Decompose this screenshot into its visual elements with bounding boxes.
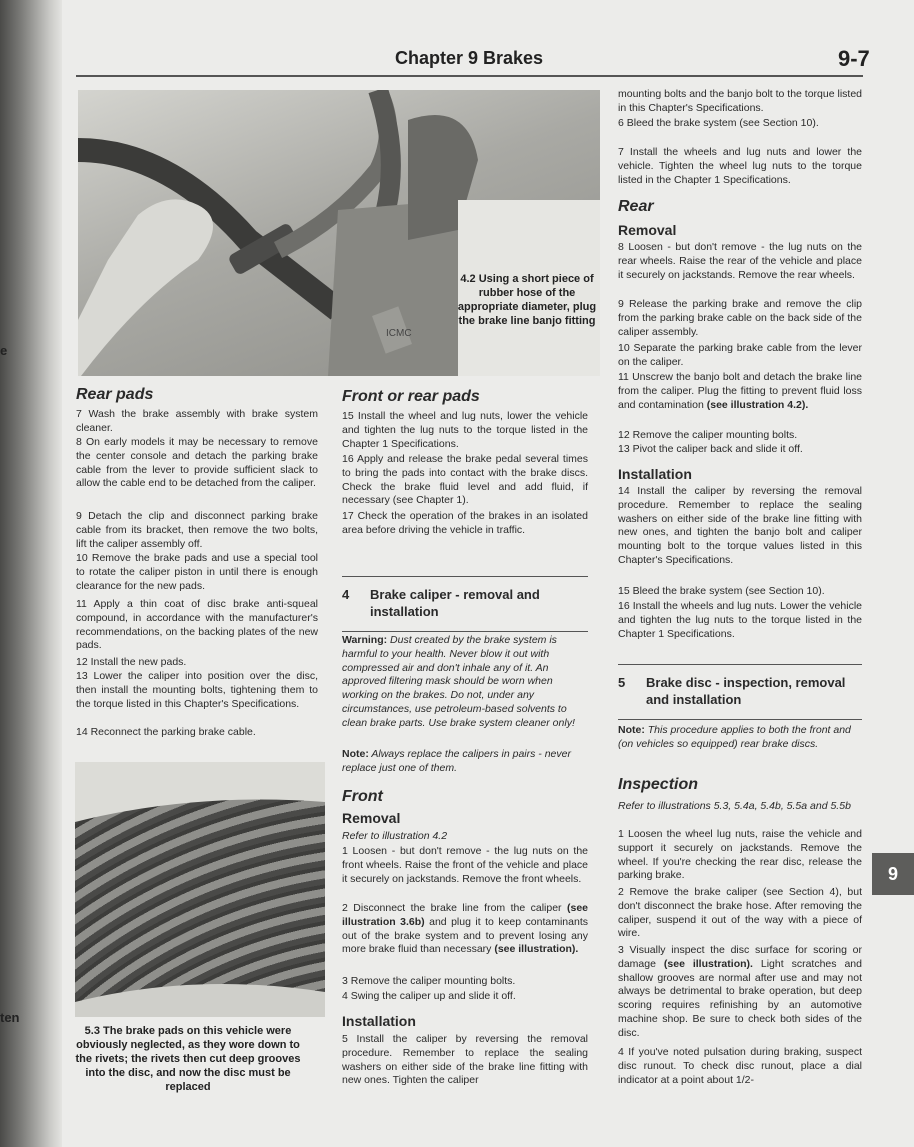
rear-step-12: 12 Remove the caliper mounting bolts.	[618, 429, 798, 441]
step-17: 17 Check the operation of the brakes in an isolated area before driving the vehicle in traffic.	[342, 510, 588, 536]
warning-text: Dust created by the brake system is harmful to your health. Never blow it out with compressed air and don't inhale any of it. An approved filtering mask should be worn when working on the brakes. Do not, under any circumstances, use petroleum-based solvents to clean brake parts. Use brake system cleaner only!	[342, 634, 575, 729]
rear-step-13: 13 Pivot the caliper back and slide it off.	[618, 443, 803, 455]
section-5-number: 5	[618, 675, 626, 690]
step-6: 6 Bleed the brake system (see Section 10).	[618, 117, 819, 129]
front-step-2-text-cont: and plug it to keep contaminants out of the brake system and to prevent losing any more brake fluid than necessary	[342, 915, 588, 956]
note-label: Note:	[618, 724, 645, 736]
inspection-step-2: 2 Remove the brake caliper (see Section 4), but don't disconnect the brake hose. After removing the caliper, suspend it out of the way with a piece of wire.	[618, 886, 862, 940]
front-step-1: 1 Loosen - but don't remove - the lug nuts on the front wheels. Raise the front of the vehicle and place it securely on jackstands. Remove the front wheels.	[342, 845, 588, 885]
note-text: Always replace the calipers in pairs - never replace just one of them.	[342, 748, 571, 774]
section-5-header	[618, 664, 862, 720]
front-step-4: 4 Swing the caliper up and slide it off.	[342, 990, 516, 1002]
note-calipers	[342, 748, 588, 776]
inspection-step-1: 1 Loosen the wheel lug nuts, raise the vehicle and support it securely on jackstands. Remove the wheel. If you're checking the rear disc, release the parking brake.	[618, 828, 862, 882]
heading-front-removal: Removal	[342, 810, 401, 826]
inspection-step-4: 4 If you've noted pulsation during braking, suspect disc runout. To check disc runout, place a dial indicator at a point about 1/2-	[618, 1046, 862, 1086]
continued-text: mounting bolts and the banjo bolt to the torque listed in this Chapter's Specifications.	[618, 88, 863, 114]
rear-step-14: 14 Install the caliper by reversing the removal procedure. Remember to replace the sealing washers on either side of the brake line fitting with new ones, and tighten the banjo bolt and caliper mounting bolt to the torque values listed in this Chapter's Specifications.	[618, 485, 862, 566]
heading-rear-installation: Installation	[618, 466, 692, 482]
illustration-ref: Refer to illustration 4.2	[342, 830, 448, 842]
section-4-number: 4	[342, 587, 350, 602]
inspection-step-3-text: 3 Visually inspect the disc surface for scoring or damage	[618, 944, 862, 970]
front-step-5: 5 Install the caliper by reversing the removal procedure. Remember to replace the sealing washers on either side of the brake line fitting with new ones. Tighten the caliper	[342, 1033, 588, 1087]
note-text: This procedure applies to both the front and (on vehicles so equipped) rear brake discs.	[618, 724, 851, 750]
section-4-header	[342, 576, 588, 632]
step-14: 14 Reconnect the parking brake cable.	[76, 726, 256, 738]
figure-4-2-caption: 4.2 Using a short piece of rubber hose of the appropriate diameter, plug the brake line banjo fitting	[457, 273, 597, 328]
front-step-2-ref-2: (see illustration).	[494, 943, 579, 956]
heading-rear: Rear	[618, 198, 654, 215]
rear-step-11	[618, 371, 862, 412]
rear-step-8: 8 Loosen - but don't remove - the lug nuts on the rear wheels. Raise the rear of the vehicle and place it securely on jackstands. Remove the rear wheels.	[618, 241, 862, 281]
rear-step-11-text: 11 Unscrew the banjo bolt and detach the brake line from the caliper. Plug the fitting to prevent fluid loss and contamination	[618, 371, 862, 411]
front-step-2	[342, 902, 588, 957]
spine-text-fragment: ten	[0, 1010, 20, 1025]
caliper-stamp-text: ICMC	[386, 328, 412, 339]
step-11: 11 Apply a thin coat of disc brake anti-squeal compound, in accordance with the manufacturer's recommendations, on the backing plates of the new pads.	[76, 598, 318, 652]
manual-page	[62, 0, 914, 1147]
figure-5-3-photo	[75, 762, 325, 1017]
rear-step-10: 10 Separate the parking brake cable from the lever on the caliper.	[618, 342, 862, 368]
inspection-step-3-text-cont: Light scratches and shallow grooves are normal after use and may not always be detrimental to brake operation, but deep scoring requires refinishing by an automotive machine shop. Be sure to check both sides of the disc.	[618, 957, 862, 1039]
section-4-title: Brake caliper - removal and installation	[370, 587, 540, 619]
heading-front: Front	[342, 788, 383, 805]
figure-4-2-photo	[78, 90, 600, 376]
rear-step-11-ref: (see illustration 4.2).	[706, 398, 809, 411]
step-8: 8 On early models it may be necessary to remove the center console and detach the parking brake cable from the lever to provide sufficient slack to allow the cable end to be detached from the caliper.	[76, 436, 318, 490]
section-5-title: Brake disc - inspection, removal and installation	[646, 675, 846, 707]
scored-disc-illustration	[75, 762, 325, 1017]
front-step-2-ref: (see illustration 3.6b)	[342, 902, 588, 928]
inspection-step-3	[618, 944, 862, 1040]
rear-step-16: 16 Install the wheels and lug nuts. Lower the vehicle and tighten the lug nuts to the torque listed in the Chapter 1 Specifications.	[618, 600, 862, 640]
front-step-2-text: 2 Disconnect the brake line from the caliper	[342, 902, 567, 914]
front-step-3: 3 Remove the caliper mounting bolts.	[342, 975, 516, 987]
chapter-thumb-tab: 9	[872, 853, 914, 895]
step-15: 15 Install the wheel and lug nuts, lower the vehicle and tighten the lug nuts to the torque listed in the Chapter 1 Specifications.	[342, 410, 588, 450]
rear-step-9: 9 Release the parking brake and remove the clip from the parking brake cable on the back side of the caliper assembly.	[618, 298, 862, 338]
warning-label: Warning:	[342, 634, 388, 646]
illustration-ref: Refer to illustrations 5.3, 5.4a, 5.4b, 5.5a and 5.5b	[618, 800, 851, 812]
rear-step-15: 15 Bleed the brake system (see Section 10).	[618, 585, 825, 597]
heading-rear-removal: Removal	[618, 222, 677, 238]
note-disc	[618, 724, 862, 752]
step-13: 13 Lower the caliper into position over the disc, then install the mounting bolts, tightening them to the torque listed in this Chapter's Specifications.	[76, 670, 318, 710]
heading-front-or-rear-pads: Front or rear pads	[342, 388, 480, 405]
note-label: Note:	[342, 748, 369, 760]
step-9: 9 Detach the clip and disconnect parking brake cable from its bracket, then remove the two bolts, lift the caliper assembly off.	[76, 510, 318, 550]
step-7-right: 7 Install the wheels and lug nuts and lower the vehicle. Tighten the wheel lug nuts to the torque listed in the Chapter 1 Specifications.	[618, 146, 862, 186]
heading-rear-pads: Rear pads	[76, 386, 154, 403]
heading-front-installation: Installation	[342, 1013, 416, 1029]
step-12: 12 Install the new pads.	[76, 656, 187, 668]
figure-5-3-caption: 5.3 The brake pads on this vehicle were obviously neglected, as they wore down to the rivets; the rivets then cut deep grooves into the disc, and now the disc must be replaced	[75, 1025, 301, 1094]
warning-box	[342, 634, 588, 730]
brake-hose-illustration	[78, 90, 600, 376]
chapter-title: Chapter 9 Brakes	[395, 48, 544, 68]
step-7: 7 Wash the brake assembly with brake system cleaner.	[76, 408, 318, 434]
header-rule	[76, 75, 863, 77]
spine-text-fragment: e	[0, 343, 8, 358]
step-10: 10 Remove the brake pads and use a special tool to rotate the caliper piston in until there is enough clearance for the new pads.	[76, 552, 318, 592]
page-number: 9-7	[838, 46, 870, 71]
step-16: 16 Apply and release the brake pedal several times to bring the pads into contact with the brake discs. Check the brake fluid level and add fluid, if necessary (see Chapter 1).	[342, 453, 588, 507]
inspection-step-3-ref: (see illustration).	[663, 957, 753, 970]
heading-inspection: Inspection	[618, 776, 699, 793]
book-spine-shadow	[0, 0, 62, 1147]
